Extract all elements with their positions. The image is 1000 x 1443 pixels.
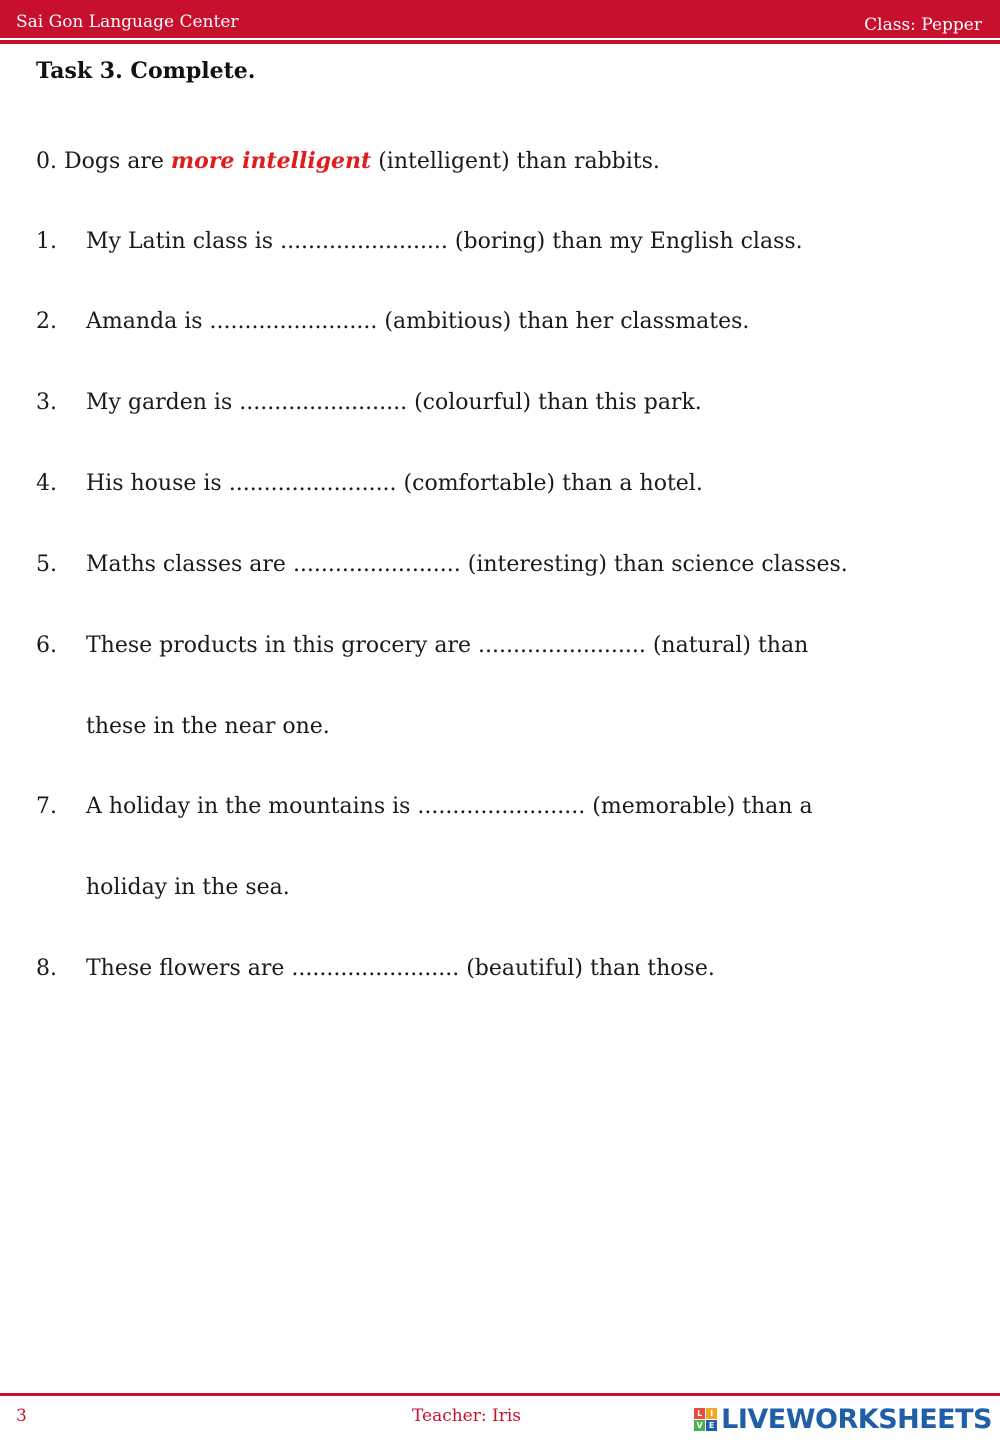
exercise-item-6 [36, 633, 808, 658]
class-name: Class: Pepper [864, 15, 982, 35]
item-number: 7. [36, 794, 57, 819]
liveworksheets-logo-icon [694, 1408, 717, 1431]
liveworksheets-logo-text: LIVEWORKSHEETS [721, 1404, 992, 1435]
exercise-item-7 [36, 794, 813, 819]
logo-letter: E [706, 1420, 717, 1431]
exercise-item-3 [36, 390, 702, 415]
item-number: 6. [36, 633, 57, 658]
item-number: 1. [36, 229, 57, 254]
item-number: 2. [36, 309, 57, 334]
item-number: 8. [36, 956, 57, 981]
footer-divider [0, 1393, 1000, 1396]
task-title: Task 3. Complete. [36, 58, 256, 84]
item-text: Amanda is ........................ (ambitious) than her classmates. [86, 309, 750, 334]
item-text: A holiday in the mountains is ........................ (memorable) than a [86, 794, 813, 819]
item-number: 4. [36, 471, 57, 496]
liveworksheets-logo[interactable] [694, 1404, 992, 1435]
item-text: His house is ........................ (comfortable) than a hotel. [86, 471, 703, 496]
exercise-item-4 [36, 471, 703, 496]
logo-letter: V [694, 1420, 705, 1431]
item-text: My garden is ........................ (colourful) than this park. [86, 390, 702, 415]
item-number: 3. [36, 390, 57, 415]
exercise-item-1 [36, 229, 803, 254]
header-divider [0, 40, 1000, 44]
exercise-item-2 [36, 309, 749, 334]
item-text: These flowers are ........................ (beautiful) than those. [86, 956, 715, 981]
item-text: These products in this grocery are ........................ (natural) than [86, 633, 809, 658]
logo-letter: L [694, 1408, 705, 1419]
teacher-name: Teacher: Iris [412, 1406, 522, 1426]
example-sentence [36, 148, 660, 174]
logo-letter: I [706, 1408, 717, 1419]
exercise-item-8 [36, 956, 715, 981]
item-text: My Latin class is ........................ (boring) than my English class. [86, 229, 803, 254]
example-answer: more intelligent [170, 148, 372, 174]
exercise-item-6-continued: these in the near one. [86, 714, 330, 739]
item-number: 5. [36, 552, 57, 577]
center-name: Sai Gon Language Center [16, 12, 239, 32]
example-suffix: (intelligent) than rabbits. [371, 149, 660, 174]
item-text: Maths classes are ........................ (interesting) than science classes. [86, 552, 848, 577]
page-number: 3 [16, 1406, 27, 1426]
example-prefix: 0. Dogs are [36, 149, 171, 174]
exercise-item-7-continued: holiday in the sea. [86, 875, 290, 900]
exercise-item-5 [36, 552, 848, 577]
